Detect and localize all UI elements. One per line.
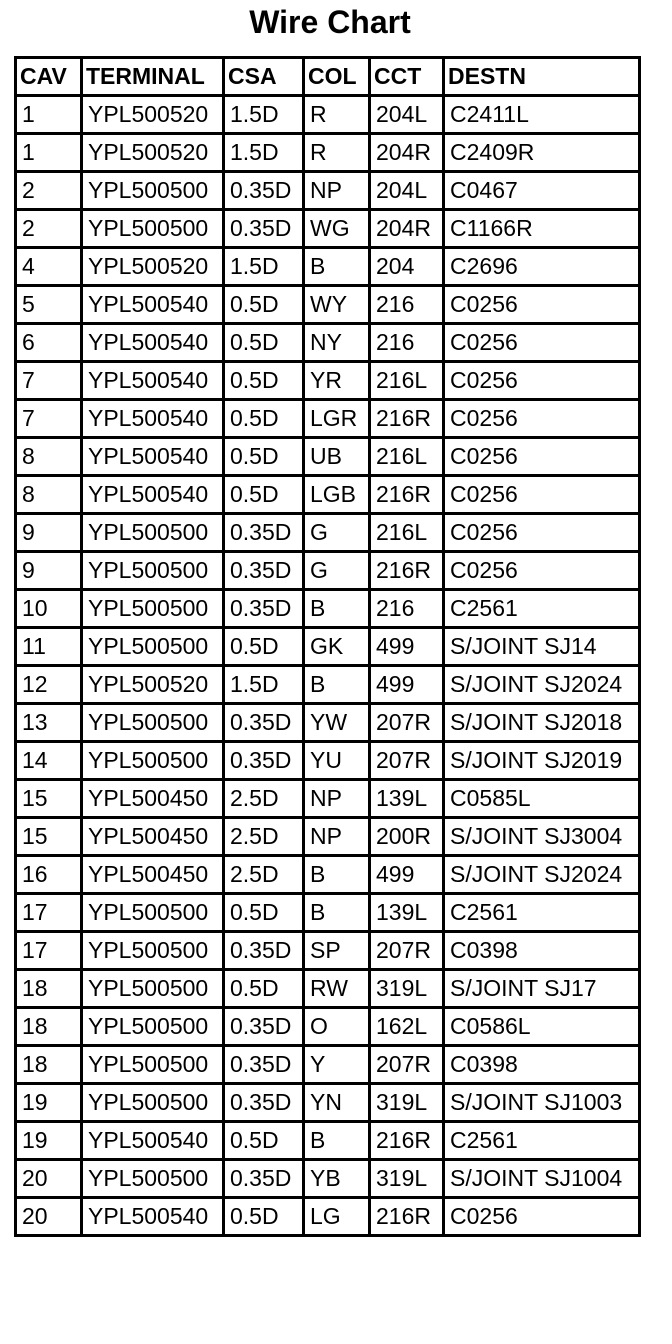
cell-cav: 1: [16, 96, 82, 134]
cell-col: SP: [304, 932, 370, 970]
table-row: [16, 780, 640, 818]
cell-cct: 207R: [370, 742, 444, 780]
cell-cct: 319L: [370, 970, 444, 1008]
header-row: [16, 58, 640, 96]
cell-destn: C0256: [444, 476, 640, 514]
cell-col: O: [304, 1008, 370, 1046]
cell-csa: 0.5D: [224, 362, 304, 400]
table-row: [16, 970, 640, 1008]
cell-cav: 13: [16, 704, 82, 742]
cell-cav: 2: [16, 210, 82, 248]
cell-terminal: YPL500540: [82, 324, 224, 362]
cell-cct: 207R: [370, 932, 444, 970]
cell-cav: 1: [16, 134, 82, 172]
table-row: [16, 1046, 640, 1084]
table-row: [16, 894, 640, 932]
cell-col: WY: [304, 286, 370, 324]
cell-destn: C0256: [444, 552, 640, 590]
cell-cav: 8: [16, 476, 82, 514]
cell-destn: C0398: [444, 1046, 640, 1084]
table-row: [16, 552, 640, 590]
cell-col: B: [304, 248, 370, 286]
cell-col: LG: [304, 1198, 370, 1236]
cell-destn: C0585L: [444, 780, 640, 818]
cell-cct: 216L: [370, 514, 444, 552]
cell-destn: C0256: [444, 286, 640, 324]
cell-cav: 2: [16, 172, 82, 210]
cell-cct: 139L: [370, 780, 444, 818]
cell-terminal: YPL500500: [82, 742, 224, 780]
cell-col: LGB: [304, 476, 370, 514]
cell-col: NP: [304, 780, 370, 818]
cell-terminal: YPL500520: [82, 96, 224, 134]
cell-cct: 499: [370, 666, 444, 704]
cell-terminal: YPL500500: [82, 172, 224, 210]
table-row: [16, 818, 640, 856]
cell-cct: 200R: [370, 818, 444, 856]
cell-col: B: [304, 894, 370, 932]
cell-cct: 216: [370, 324, 444, 362]
cell-cct: 216R: [370, 1122, 444, 1160]
cell-col: UB: [304, 438, 370, 476]
cell-terminal: YPL500540: [82, 1122, 224, 1160]
cell-cav: 9: [16, 552, 82, 590]
table-row: [16, 210, 640, 248]
table-body: [16, 96, 640, 1236]
table-row: [16, 514, 640, 552]
cell-terminal: YPL500540: [82, 1198, 224, 1236]
cell-cct: 319L: [370, 1084, 444, 1122]
cell-destn: S/JOINT SJ1003: [444, 1084, 640, 1122]
table-row: [16, 628, 640, 666]
cell-terminal: YPL500500: [82, 1160, 224, 1198]
cell-cav: 18: [16, 970, 82, 1008]
cell-cav: 11: [16, 628, 82, 666]
cell-terminal: YPL500520: [82, 134, 224, 172]
cell-terminal: YPL500540: [82, 286, 224, 324]
cell-destn: C1166R: [444, 210, 640, 248]
cell-cav: 7: [16, 400, 82, 438]
table-row: [16, 96, 640, 134]
cell-col: B: [304, 666, 370, 704]
cell-terminal: YPL500540: [82, 438, 224, 476]
cell-cav: 15: [16, 818, 82, 856]
cell-cct: 216L: [370, 362, 444, 400]
cell-cav: 18: [16, 1046, 82, 1084]
cell-terminal: YPL500500: [82, 932, 224, 970]
cell-cav: 18: [16, 1008, 82, 1046]
table-row: [16, 172, 640, 210]
cell-destn: C0467: [444, 172, 640, 210]
cell-destn: S/JOINT SJ17: [444, 970, 640, 1008]
cell-col: RW: [304, 970, 370, 1008]
cell-csa: 0.5D: [224, 628, 304, 666]
cell-destn: C0256: [444, 362, 640, 400]
table-row: [16, 286, 640, 324]
cell-col: LGR: [304, 400, 370, 438]
cell-terminal: YPL500500: [82, 210, 224, 248]
table-row: [16, 324, 640, 362]
cell-col: R: [304, 96, 370, 134]
cell-cct: 499: [370, 856, 444, 894]
table-row: [16, 742, 640, 780]
cell-csa: 0.5D: [224, 970, 304, 1008]
cell-destn: C2561: [444, 590, 640, 628]
table-row: [16, 932, 640, 970]
cell-terminal: YPL500540: [82, 400, 224, 438]
header-col: COL: [304, 58, 370, 96]
table-row: [16, 856, 640, 894]
cell-cav: 6: [16, 324, 82, 362]
cell-cct: 204L: [370, 96, 444, 134]
cell-destn: C2696: [444, 248, 640, 286]
cell-destn: S/JOINT SJ2024: [444, 666, 640, 704]
cell-terminal: YPL500500: [82, 970, 224, 1008]
cell-destn: C2411L: [444, 96, 640, 134]
cell-cct: 216: [370, 286, 444, 324]
cell-terminal: YPL500500: [82, 1008, 224, 1046]
page-title: Wire Chart: [249, 4, 411, 40]
cell-terminal: YPL500520: [82, 666, 224, 704]
cell-csa: 0.5D: [224, 1198, 304, 1236]
cell-destn: C0256: [444, 324, 640, 362]
table-row: [16, 134, 640, 172]
cell-col: Y: [304, 1046, 370, 1084]
cell-terminal: YPL500500: [82, 1046, 224, 1084]
cell-cav: 4: [16, 248, 82, 286]
cell-col: GK: [304, 628, 370, 666]
cell-destn: S/JOINT SJ2024: [444, 856, 640, 894]
cell-cct: 216: [370, 590, 444, 628]
cell-destn: S/JOINT SJ3004: [444, 818, 640, 856]
table-row: [16, 248, 640, 286]
cell-col: YB: [304, 1160, 370, 1198]
cell-cav: 19: [16, 1122, 82, 1160]
cell-destn: S/JOINT SJ1004: [444, 1160, 640, 1198]
cell-destn: S/JOINT SJ2019: [444, 742, 640, 780]
cell-cav: 17: [16, 932, 82, 970]
header-cav: CAV: [16, 58, 82, 96]
cell-cav: 8: [16, 438, 82, 476]
cell-destn: C0256: [444, 438, 640, 476]
cell-csa: 1.5D: [224, 96, 304, 134]
cell-col: NY: [304, 324, 370, 362]
cell-destn: C0256: [444, 1198, 640, 1236]
cell-col: YU: [304, 742, 370, 780]
cell-csa: 2.5D: [224, 780, 304, 818]
cell-csa: 0.5D: [224, 324, 304, 362]
cell-csa: 0.5D: [224, 400, 304, 438]
cell-cav: 7: [16, 362, 82, 400]
cell-cav: 10: [16, 590, 82, 628]
cell-terminal: YPL500520: [82, 248, 224, 286]
cell-cct: 216R: [370, 552, 444, 590]
cell-cct: 204R: [370, 210, 444, 248]
cell-destn: C2561: [444, 894, 640, 932]
cell-cav: 17: [16, 894, 82, 932]
cell-terminal: YPL500500: [82, 1084, 224, 1122]
cell-csa: 0.5D: [224, 286, 304, 324]
header-csa: CSA: [224, 58, 304, 96]
cell-col: YW: [304, 704, 370, 742]
cell-csa: 0.5D: [224, 438, 304, 476]
header-destn: DESTN: [444, 58, 640, 96]
table-row: [16, 590, 640, 628]
cell-cct: 162L: [370, 1008, 444, 1046]
cell-csa: 0.5D: [224, 894, 304, 932]
table-row: [16, 362, 640, 400]
cell-cav: 20: [16, 1198, 82, 1236]
table-row: [16, 1160, 640, 1198]
cell-csa: 0.35D: [224, 590, 304, 628]
cell-cav: 14: [16, 742, 82, 780]
cell-csa: 1.5D: [224, 666, 304, 704]
cell-terminal: YPL500500: [82, 590, 224, 628]
cell-csa: 0.35D: [224, 552, 304, 590]
cell-cct: 499: [370, 628, 444, 666]
cell-csa: 0.35D: [224, 742, 304, 780]
cell-terminal: YPL500450: [82, 780, 224, 818]
cell-terminal: YPL500500: [82, 552, 224, 590]
cell-col: NP: [304, 172, 370, 210]
table-row: [16, 1122, 640, 1160]
table-row: [16, 400, 640, 438]
cell-cct: 216R: [370, 1198, 444, 1236]
cell-destn: C0586L: [444, 1008, 640, 1046]
cell-terminal: YPL500540: [82, 476, 224, 514]
cell-col: NP: [304, 818, 370, 856]
cell-col: G: [304, 552, 370, 590]
cell-csa: 0.35D: [224, 1046, 304, 1084]
cell-csa: 1.5D: [224, 134, 304, 172]
cell-cct: 139L: [370, 894, 444, 932]
cell-csa: 0.5D: [224, 1122, 304, 1160]
cell-cct: 216R: [370, 476, 444, 514]
cell-csa: 0.35D: [224, 932, 304, 970]
cell-cav: 12: [16, 666, 82, 704]
cell-cav: 20: [16, 1160, 82, 1198]
cell-col: YR: [304, 362, 370, 400]
table-row: [16, 1008, 640, 1046]
header-cct: CCT: [370, 58, 444, 96]
cell-csa: 0.35D: [224, 1160, 304, 1198]
cell-csa: 0.35D: [224, 704, 304, 742]
cell-col: B: [304, 856, 370, 894]
cell-destn: S/JOINT SJ14: [444, 628, 640, 666]
cell-csa: 0.35D: [224, 1084, 304, 1122]
cell-cav: 5: [16, 286, 82, 324]
cell-cav: 9: [16, 514, 82, 552]
cell-cav: 15: [16, 780, 82, 818]
table-row: [16, 666, 640, 704]
cell-destn: C2561: [444, 1122, 640, 1160]
cell-destn: C2409R: [444, 134, 640, 172]
cell-csa: 0.35D: [224, 172, 304, 210]
cell-terminal: YPL500450: [82, 818, 224, 856]
cell-csa: 0.35D: [224, 1008, 304, 1046]
cell-col: WG: [304, 210, 370, 248]
cell-terminal: YPL500500: [82, 628, 224, 666]
cell-terminal: YPL500450: [82, 856, 224, 894]
cell-csa: 1.5D: [224, 248, 304, 286]
cell-destn: C0256: [444, 400, 640, 438]
cell-cct: 216R: [370, 400, 444, 438]
cell-destn: C0398: [444, 932, 640, 970]
table-row: [16, 476, 640, 514]
cell-cct: 216L: [370, 438, 444, 476]
cell-cct: 319L: [370, 1160, 444, 1198]
table-row: [16, 438, 640, 476]
cell-csa: 2.5D: [224, 818, 304, 856]
header-terminal: TERMINAL: [82, 58, 224, 96]
cell-cct: 207R: [370, 1046, 444, 1084]
wire-chart-table: [14, 56, 641, 1237]
cell-col: R: [304, 134, 370, 172]
cell-cav: 19: [16, 1084, 82, 1122]
cell-cct: 204: [370, 248, 444, 286]
cell-destn: C0256: [444, 514, 640, 552]
cell-cct: 207R: [370, 704, 444, 742]
table-row: [16, 704, 640, 742]
cell-destn: S/JOINT SJ2018: [444, 704, 640, 742]
cell-cct: 204L: [370, 172, 444, 210]
cell-cct: 204R: [370, 134, 444, 172]
cell-col: YN: [304, 1084, 370, 1122]
cell-cav: 16: [16, 856, 82, 894]
cell-terminal: YPL500500: [82, 704, 224, 742]
cell-terminal: YPL500500: [82, 514, 224, 552]
cell-col: B: [304, 590, 370, 628]
cell-csa: 0.35D: [224, 210, 304, 248]
cell-terminal: YPL500500: [82, 894, 224, 932]
cell-col: G: [304, 514, 370, 552]
cell-col: B: [304, 1122, 370, 1160]
cell-csa: 0.5D: [224, 476, 304, 514]
table-row: [16, 1084, 640, 1122]
cell-csa: 2.5D: [224, 856, 304, 894]
cell-csa: 0.35D: [224, 514, 304, 552]
cell-terminal: YPL500540: [82, 362, 224, 400]
table-row: [16, 1198, 640, 1236]
